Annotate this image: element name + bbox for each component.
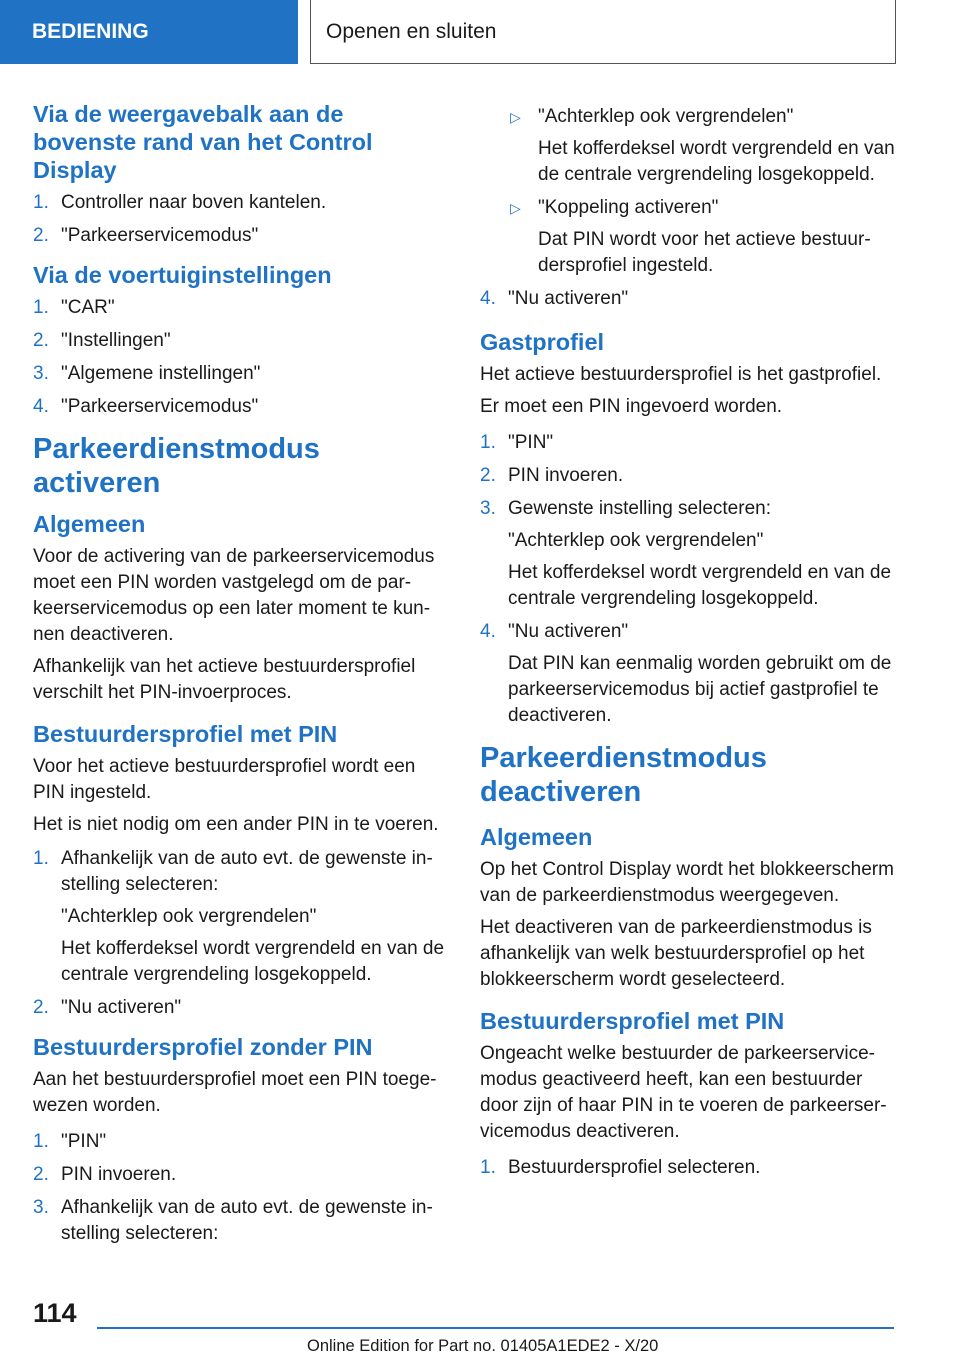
paragraph: Aan het bestuurdersprofiel moet een PIN toegewezen worden. bbox=[33, 1069, 437, 1116]
heading-zonder-pin: Bestuurdersprofiel zonder PIN bbox=[33, 1034, 373, 1060]
heading-weergavebalk: Via de weergavebalk aan de bovenste rand van het Control Display bbox=[33, 101, 373, 183]
paragraph: Het is niet nodig om een ander PIN in te voeren. bbox=[33, 814, 439, 835]
bullet-item bbox=[480, 195, 900, 279]
list-item-text: Gewenste instelling selecteren: bbox=[508, 498, 771, 519]
paragraph: Er moet een PIN ingevoerd worden. bbox=[480, 396, 783, 417]
list-item-text: "Nu activeren" bbox=[508, 288, 629, 309]
list-number: 1. bbox=[33, 297, 49, 318]
list-item-text: "PIN" bbox=[61, 1131, 107, 1152]
list-number: 2. bbox=[33, 1164, 49, 1185]
list-item bbox=[33, 995, 451, 1021]
list-number: 3. bbox=[33, 363, 49, 384]
page-number: 114 bbox=[33, 1298, 77, 1328]
list-item-option: "Achterklep ook vergrendelen" bbox=[508, 530, 764, 551]
list-item-text: "Algemene instellingen" bbox=[61, 363, 261, 384]
list-item bbox=[480, 286, 900, 312]
paragraph: Afhankelijk van het actieve bestuurdersprofiel verschilt het PIN-invoerproces. bbox=[33, 656, 416, 703]
list-item-text: "Parkeerservicemodus" bbox=[61, 225, 259, 246]
bullet-text: Dat PIN wordt voor het actieve bestuurdersprofiel ingesteld. bbox=[538, 229, 871, 276]
list-number: 1. bbox=[480, 1157, 496, 1178]
list-number: 2. bbox=[33, 225, 49, 246]
list-item bbox=[480, 430, 900, 456]
list-item bbox=[480, 619, 900, 729]
list-item bbox=[33, 1195, 451, 1247]
footer-divider bbox=[97, 1327, 894, 1329]
bullet-label: "Koppeling activeren" bbox=[538, 197, 719, 218]
list-gastprofiel bbox=[480, 430, 900, 729]
list-voertuiginstellingen bbox=[33, 295, 451, 420]
list-number: 4. bbox=[480, 288, 496, 309]
list-item bbox=[33, 846, 451, 988]
bullet-item bbox=[480, 104, 900, 188]
list-item-text: "PIN" bbox=[508, 432, 554, 453]
list-item-text: PIN invoeren. bbox=[61, 1164, 177, 1185]
section-tab: BEDIENING bbox=[0, 0, 298, 64]
list-number: 3. bbox=[480, 498, 496, 519]
list-item-text: "CAR" bbox=[61, 297, 115, 318]
list-item bbox=[33, 190, 451, 216]
list-item-note: Het kofferdeksel wordt vergrendeld en van de centrale vergrendeling losgekoppeld. bbox=[61, 938, 445, 985]
bullet-label: "Achterklep ook vergrendelen" bbox=[538, 106, 794, 127]
list-item bbox=[33, 394, 451, 420]
bullet-text: Het kofferdeksel wordt vergrendeld en van de centrale vergrendeling losgekoppeld. bbox=[538, 138, 895, 185]
list-item-note: Het kofferdeksel wordt vergrendeld en van de centrale vergrendeling losgekoppeld. bbox=[508, 562, 892, 609]
list-item-text: "Nu activeren" bbox=[508, 621, 629, 642]
list-item bbox=[33, 361, 451, 387]
list-item bbox=[480, 463, 900, 489]
paragraph: Ongeacht welke bestuurder de parkeerservicemodus geactiveerd heeft, kan een bestuurder door zijn of haar PIN in te voeren de parkeerservicemodus deactiveren. bbox=[480, 1043, 887, 1142]
right-column bbox=[480, 104, 900, 1193]
list-item bbox=[480, 1155, 900, 1181]
list-item-text: "Instellingen" bbox=[61, 330, 171, 351]
list-weergavebalk bbox=[33, 190, 451, 249]
list-item-option: "Achterklep ook vergrendelen" bbox=[61, 906, 317, 927]
list-number: 1. bbox=[33, 192, 49, 213]
heading-algemeen: Algemeen bbox=[480, 824, 593, 850]
heading-gastprofiel: Gastprofiel bbox=[480, 329, 605, 355]
list-item-text: Afhankelijk van de auto evt. de gewenste instelling selecteren: bbox=[61, 848, 433, 895]
list-deactiveren bbox=[480, 1155, 900, 1181]
list-item bbox=[480, 496, 900, 612]
list-number: 2. bbox=[33, 330, 49, 351]
list-item-text: "Parkeerservicemodus" bbox=[61, 396, 259, 417]
list-item-text: Afhankelijk van de auto evt. de gewenste instelling selecteren: bbox=[61, 1197, 433, 1244]
heading-met-pin: Bestuurdersprofiel met PIN bbox=[33, 721, 338, 747]
list-number: 3. bbox=[33, 1197, 49, 1218]
list-item bbox=[33, 1129, 451, 1155]
list-number: 1. bbox=[33, 848, 49, 869]
heading-voertuiginstellingen: Via de voertuiginstellingen bbox=[33, 262, 332, 288]
list-number: 2. bbox=[480, 465, 496, 486]
list-item-text: PIN invoeren. bbox=[508, 465, 624, 486]
paragraph: Voor de activering van de parkeerservicemodus moet een PIN worden vastgelegd om de parkeerservicemodus op een later moment te kunnen deactiveren. bbox=[33, 546, 435, 645]
list-item bbox=[33, 328, 451, 354]
chapter-title: Openen en sluiten bbox=[310, 0, 896, 64]
list-item-text: "Nu activeren" bbox=[61, 997, 182, 1018]
list-number: 4. bbox=[480, 621, 496, 642]
list-number: 1. bbox=[480, 432, 496, 453]
list-item-text: Controller naar boven kantelen. bbox=[61, 192, 327, 213]
left-column bbox=[33, 100, 451, 1259]
paragraph: Het actieve bestuurdersprofiel is het gastprofiel. bbox=[480, 364, 882, 385]
list-item-text: Bestuurdersprofiel selecteren. bbox=[508, 1157, 761, 1178]
triangle-bullet-icon: ▷ bbox=[510, 200, 521, 216]
list-number: 4. bbox=[33, 396, 49, 417]
list-item bbox=[33, 295, 451, 321]
heading-deactiveren: Parkeerdienstmodus deactiveren bbox=[480, 742, 767, 808]
list-number: 1. bbox=[33, 1131, 49, 1152]
list-item bbox=[33, 223, 451, 249]
list-item-note: Dat PIN kan eenmalig worden gebruikt om de parkeerservicemodus bij actief gastprofiel te deactiveren. bbox=[508, 653, 892, 726]
paragraph: Het deactiveren van de parkeerdienstmodus is afhankelijk van welk bestuurdersprofiel op het blokkeerscherm wordt geselecteerd. bbox=[480, 917, 872, 990]
list-item bbox=[33, 1162, 451, 1188]
heading-algemeen: Algemeen bbox=[33, 511, 146, 537]
paragraph: Voor het actieve bestuurdersprofiel wordt een PIN ingesteld. bbox=[33, 756, 416, 803]
list-met-pin bbox=[33, 846, 451, 1021]
triangle-bullet-icon: ▷ bbox=[510, 109, 521, 125]
list-number: 2. bbox=[33, 997, 49, 1018]
footer-edition: Online Edition for Part no. 01405A1EDE2 - X/20 bbox=[307, 1337, 659, 1355]
paragraph: Op het Control Display wordt het blokkeerscherm van de parkeerdienstmodus weergegeven. bbox=[480, 859, 894, 906]
heading-met-pin: Bestuurdersprofiel met PIN bbox=[480, 1008, 785, 1034]
heading-activeren: Parkeerdienstmodus activeren bbox=[33, 433, 320, 499]
list-zonder-pin bbox=[33, 1129, 451, 1247]
